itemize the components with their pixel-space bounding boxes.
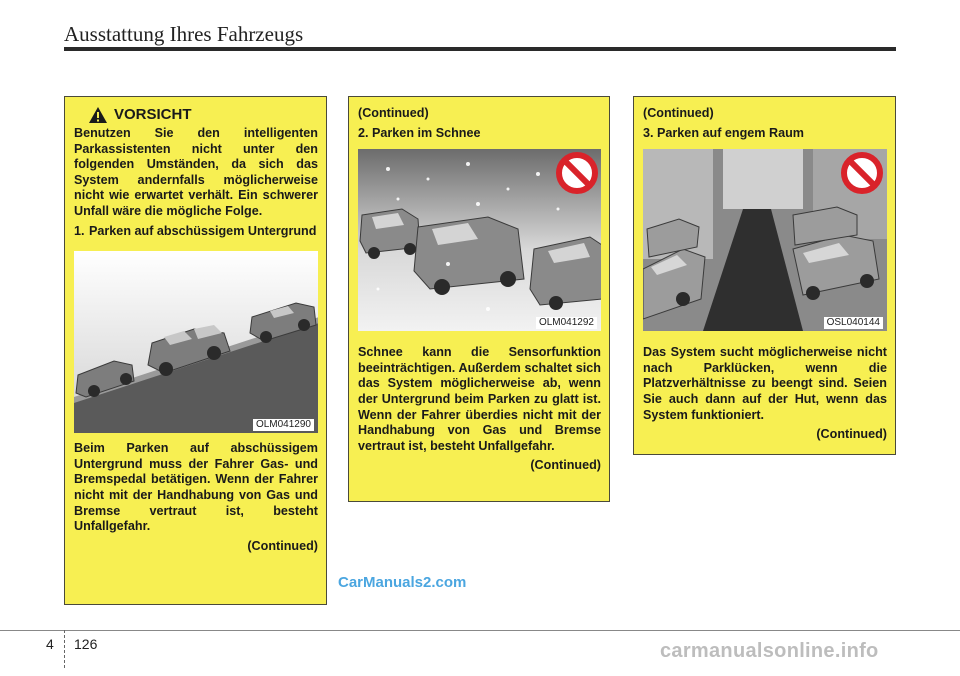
prohibited-sign-icon bbox=[559, 155, 595, 191]
page-number: 126 bbox=[74, 636, 98, 652]
chapter-title: Ausstattung Ihres Fahrzeugs bbox=[64, 22, 304, 46]
watermark-carmanualsonline[interactable]: carmanualsonline.info bbox=[660, 640, 879, 662]
snow-cars-image bbox=[358, 149, 601, 331]
continued-top-label: (Continued) bbox=[358, 106, 429, 120]
figure-code: OLM041292 bbox=[536, 317, 597, 329]
list-item bbox=[74, 224, 318, 240]
prohibited-sign-icon bbox=[844, 155, 880, 191]
section-heading: 3. Parken auf engem Raum bbox=[643, 125, 804, 140]
footer-rule bbox=[0, 630, 960, 631]
caution-intro: Benutzen Sie den intelligenten Parkassistenten nicht unter den folgenden Umständen, da sich das System andernfalls möglicherweise nicht wie erwartet verhält. Ein schwerer Unfall wäre die mögliche Folge. bbox=[74, 126, 318, 218]
warning-triangle-icon bbox=[88, 106, 108, 124]
continued-top-label: (Continued) bbox=[643, 106, 714, 120]
watermark-carmanuals2[interactable]: CarManuals2.com bbox=[338, 574, 467, 591]
caution-box bbox=[64, 96, 327, 605]
continued-label: (Continued) bbox=[816, 427, 887, 442]
item-number: 1. bbox=[74, 223, 85, 238]
snow-parking-illustration bbox=[358, 149, 601, 331]
footer-separator bbox=[64, 630, 65, 668]
figure-code: OSL040144 bbox=[824, 317, 883, 329]
snow-parking-box bbox=[348, 96, 610, 502]
narrow-parking-illustration bbox=[643, 149, 887, 331]
body-text: Schnee kann die Sensorfunktion beeinträchtigen. Außerdem schaltet sich das System möglicherweise ab, wenn der Untergrund beim Parken zu glatt ist. Wenn der Fahrer überdies nicht mit der Handhabung von Gas und Bremse vertraut ist, besteht Unfallgefahr. bbox=[358, 345, 601, 453]
section-heading: 2. Parken im Schnee bbox=[358, 125, 481, 140]
body-text: Beim Parken auf abschüssigem Untergrund muss der Fahrer Gas- und Bremspedal betätigen. Wenn der Fahrer nicht mit der Handhabung von Gas und Bremse vertraut ist, besteht Unfallgefahr. bbox=[74, 441, 318, 534]
slope-cars-image bbox=[74, 251, 318, 433]
narrow-space-box bbox=[633, 96, 896, 455]
body-text: Das System sucht möglicherweise nicht nach Parklücken, wenn die Platzverhältnisse zu beengt sind. Seien Sie auch dann auf der Hut, wenn das System funktioniert. bbox=[643, 345, 887, 422]
slope-parking-illustration bbox=[74, 251, 318, 433]
warning-heading bbox=[88, 106, 318, 124]
continued-label: (Continued) bbox=[530, 458, 601, 473]
figure-code: OLM041290 bbox=[253, 419, 314, 431]
section-number: 4 bbox=[46, 636, 54, 652]
header-rule bbox=[64, 47, 896, 51]
continued-label: (Continued) bbox=[247, 538, 318, 553]
narrow-lane-image bbox=[643, 149, 887, 331]
item-text: Parken auf abschüssigem Untergrund bbox=[89, 223, 317, 238]
warning-title: VORSICHT bbox=[114, 106, 192, 124]
